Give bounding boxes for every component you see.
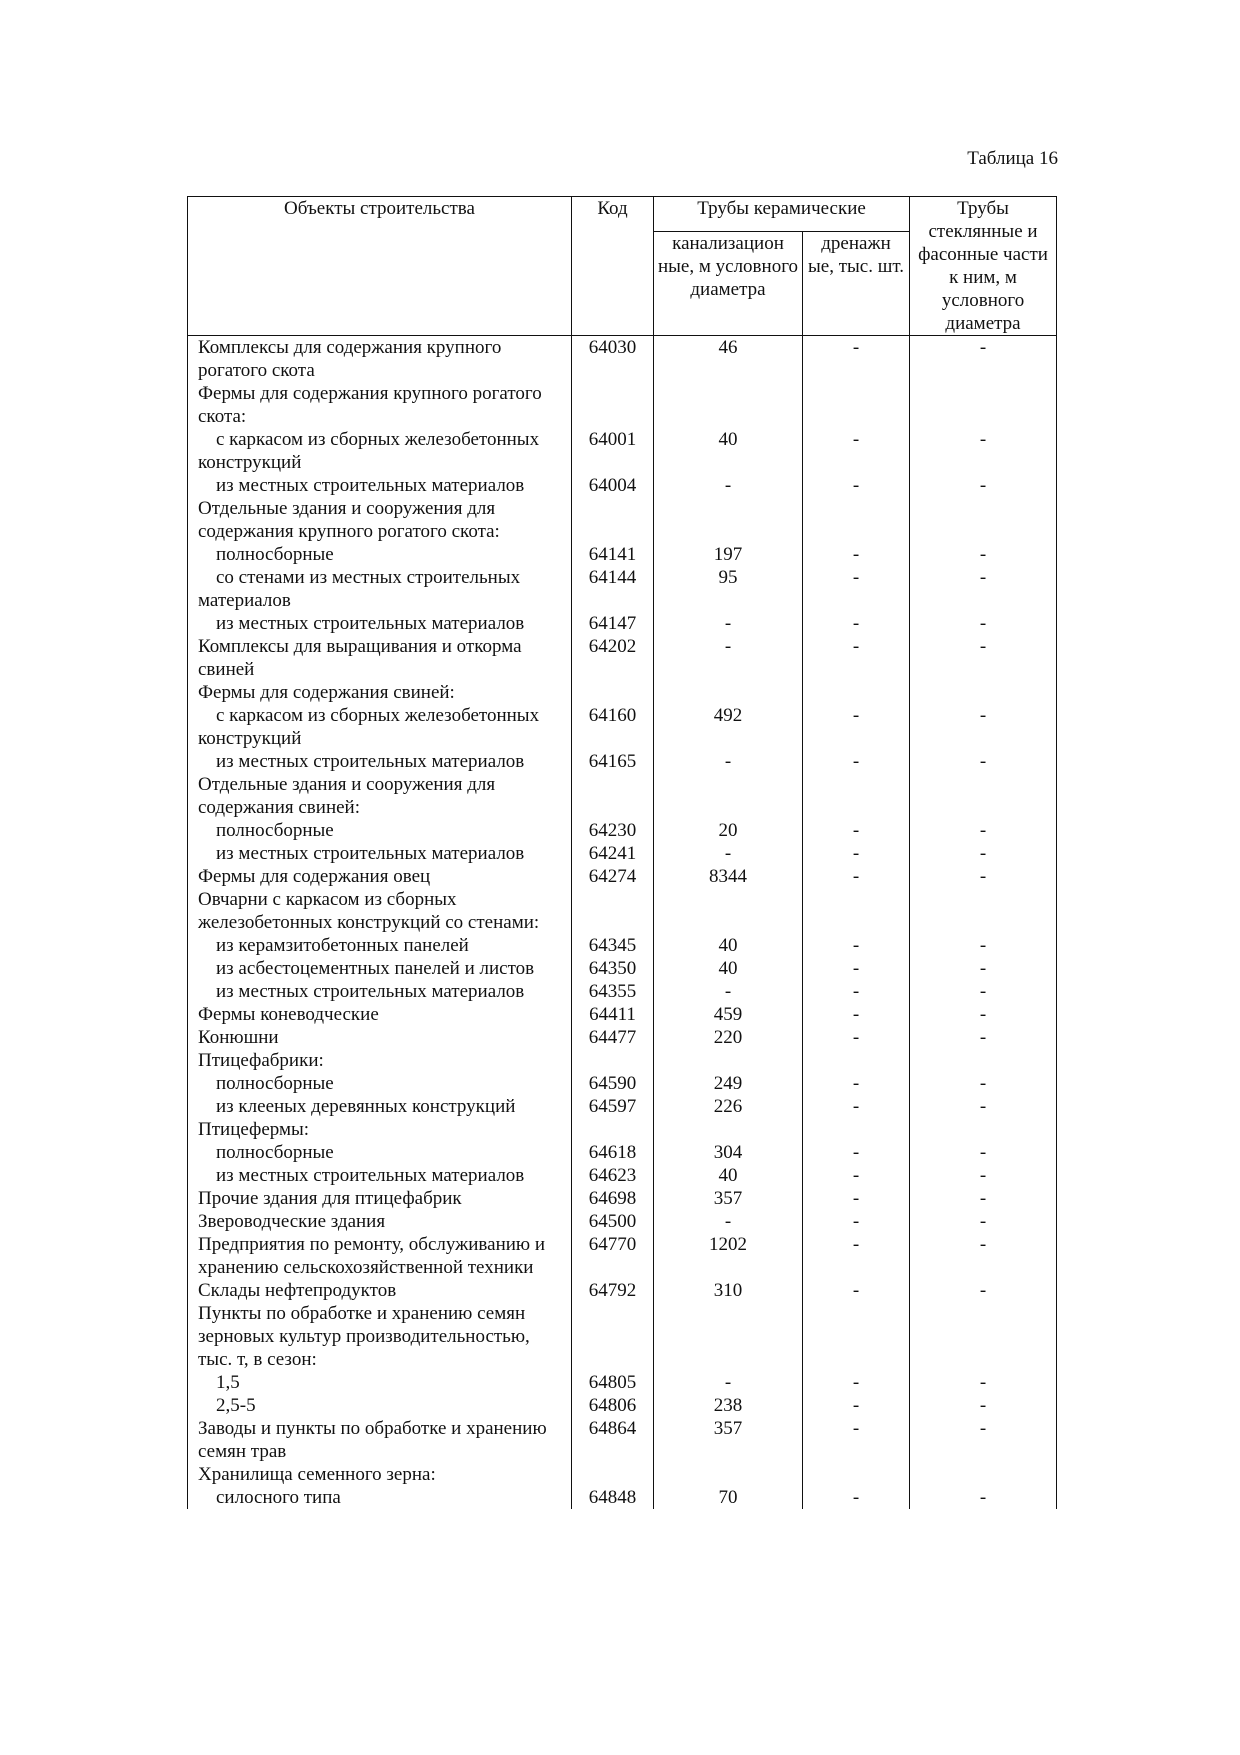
row-code-cell [572, 1302, 654, 1371]
row-glass-cell: - [910, 957, 1057, 980]
data-table [187, 196, 1057, 1509]
row-drain-cell: - [803, 865, 910, 888]
row-glass-cell: - [910, 1417, 1057, 1463]
table-row [188, 1371, 1057, 1394]
table-row [188, 1187, 1057, 1210]
row-glass-cell [910, 888, 1057, 934]
row-sewer-cell: 46 [654, 336, 803, 383]
table-row [188, 1210, 1057, 1233]
row-glass-cell: - [910, 934, 1057, 957]
table-row [188, 888, 1057, 934]
row-drain-cell: - [803, 1279, 910, 1302]
row-sewer-cell [654, 681, 803, 704]
row-name-cell: из местных строительных материалов [188, 474, 572, 497]
row-sewer-cell: 8344 [654, 865, 803, 888]
row-sewer-cell: 238 [654, 1394, 803, 1417]
row-code-cell: 64355 [572, 980, 654, 1003]
row-sewer-cell [654, 1049, 803, 1072]
row-name-cell: Предприятия по ремонту, обслуживанию и хранению сельскохозяйственной техники [188, 1233, 572, 1279]
table-row [188, 497, 1057, 543]
row-drain-cell [803, 497, 910, 543]
row-name-cell: Фермы коневодческие [188, 1003, 572, 1026]
row-drain-cell: - [803, 1003, 910, 1026]
row-glass-cell: - [910, 1233, 1057, 1279]
row-glass-cell: - [910, 635, 1057, 681]
row-name-cell: из клееных деревянных конструкций [188, 1095, 572, 1118]
row-name-cell: из местных строительных материалов [188, 612, 572, 635]
row-glass-cell: - [910, 543, 1057, 566]
table-caption: Таблица 16 [967, 148, 1058, 169]
row-sewer-cell: 20 [654, 819, 803, 842]
row-name-cell: Комплексы для выращивания и откорма свиней [188, 635, 572, 681]
row-code-cell: 64001 [572, 428, 654, 474]
row-sewer-cell: - [654, 1210, 803, 1233]
header-objects: Объекты строительства [188, 197, 572, 336]
row-name-cell: из местных строительных материалов [188, 842, 572, 865]
row-name-cell: Птицефабрики: [188, 1049, 572, 1072]
row-drain-cell: - [803, 1095, 910, 1118]
row-glass-cell [910, 1463, 1057, 1486]
row-sewer-cell: 226 [654, 1095, 803, 1118]
table-row [188, 635, 1057, 681]
row-glass-cell [910, 773, 1057, 819]
row-sewer-cell: 357 [654, 1187, 803, 1210]
row-drain-cell: - [803, 1233, 910, 1279]
row-sewer-cell [654, 773, 803, 819]
row-sewer-cell: 40 [654, 428, 803, 474]
row-sewer-cell: - [654, 842, 803, 865]
row-drain-cell: - [803, 1141, 910, 1164]
row-sewer-cell: 357 [654, 1417, 803, 1463]
row-glass-cell: - [910, 1164, 1057, 1187]
row-code-cell: 64165 [572, 750, 654, 773]
row-code-cell [572, 888, 654, 934]
row-code-cell: 64597 [572, 1095, 654, 1118]
row-glass-cell: - [910, 750, 1057, 773]
row-glass-cell: - [910, 1072, 1057, 1095]
row-drain-cell: - [803, 1164, 910, 1187]
row-sewer-cell [654, 1463, 803, 1486]
row-code-cell: 64806 [572, 1394, 654, 1417]
row-glass-cell: - [910, 1026, 1057, 1049]
row-sewer-cell: - [654, 980, 803, 1003]
row-drain-cell: - [803, 1072, 910, 1095]
row-drain-cell: - [803, 1486, 910, 1509]
row-glass-cell: - [910, 842, 1057, 865]
row-name-cell: из местных строительных материалов [188, 750, 572, 773]
row-name-cell: 2,5-5 [188, 1394, 572, 1417]
row-glass-cell: - [910, 1187, 1057, 1210]
row-code-cell [572, 382, 654, 428]
row-drain-cell: - [803, 980, 910, 1003]
row-glass-cell: - [910, 336, 1057, 383]
row-name-cell: Фермы для содержания свиней: [188, 681, 572, 704]
row-drain-cell: - [803, 1026, 910, 1049]
table-row [188, 980, 1057, 1003]
table-body [188, 336, 1057, 1510]
table-row [188, 382, 1057, 428]
row-sewer-cell: - [654, 750, 803, 773]
table-row [188, 865, 1057, 888]
table-row [188, 1049, 1057, 1072]
table-row [188, 1141, 1057, 1164]
row-sewer-cell: 459 [654, 1003, 803, 1026]
table-row [188, 1095, 1057, 1118]
row-glass-cell: - [910, 566, 1057, 612]
row-name-cell: Конюшни [188, 1026, 572, 1049]
row-sewer-cell [654, 1118, 803, 1141]
row-name-cell: с каркасом из сборных железобетонных конструкций [188, 428, 572, 474]
table-row [188, 1118, 1057, 1141]
table-row [188, 773, 1057, 819]
row-glass-cell: - [910, 1003, 1057, 1026]
row-drain-cell: - [803, 704, 910, 750]
row-code-cell: 64848 [572, 1486, 654, 1509]
row-drain-cell: - [803, 957, 910, 980]
row-name-cell: Отдельные здания и сооружения для содержания крупного рогатого скота: [188, 497, 572, 543]
table-row [188, 681, 1057, 704]
row-drain-cell [803, 681, 910, 704]
row-sewer-cell: 40 [654, 957, 803, 980]
row-drain-cell: - [803, 750, 910, 773]
row-sewer-cell [654, 888, 803, 934]
row-code-cell: 64411 [572, 1003, 654, 1026]
row-code-cell: 64241 [572, 842, 654, 865]
row-glass-cell: - [910, 1279, 1057, 1302]
row-drain-cell [803, 382, 910, 428]
row-drain-cell [803, 1463, 910, 1486]
row-glass-cell: - [910, 704, 1057, 750]
row-code-cell: 64345 [572, 934, 654, 957]
row-glass-cell: - [910, 1486, 1057, 1509]
row-name-cell: из местных строительных материалов [188, 980, 572, 1003]
row-drain-cell: - [803, 474, 910, 497]
row-glass-cell: - [910, 1095, 1057, 1118]
header-drain-pipes: дренажн ые, тыс. шт. [803, 232, 910, 336]
row-code-cell: 64350 [572, 957, 654, 980]
row-drain-cell: - [803, 1210, 910, 1233]
row-code-cell [572, 681, 654, 704]
table-row [188, 612, 1057, 635]
row-code-cell [572, 1049, 654, 1072]
row-code-cell [572, 1118, 654, 1141]
row-code-cell: 64698 [572, 1187, 654, 1210]
row-sewer-cell: - [654, 612, 803, 635]
row-name-cell: Овчарни с каркасом из сборных железобетонных конструкций со стенами: [188, 888, 572, 934]
table-row [188, 819, 1057, 842]
row-code-cell [572, 1463, 654, 1486]
row-sewer-cell: 40 [654, 934, 803, 957]
row-name-cell: Склады нефтепродуктов [188, 1279, 572, 1302]
row-code-cell: 64792 [572, 1279, 654, 1302]
row-sewer-cell [654, 497, 803, 543]
row-drain-cell: - [803, 1417, 910, 1463]
row-glass-cell [910, 382, 1057, 428]
row-name-cell: из керамзитобетонных панелей [188, 934, 572, 957]
table-row [188, 1279, 1057, 1302]
row-name-cell: Комплексы для содержания крупного рогатого скота [188, 336, 572, 383]
table-row [188, 750, 1057, 773]
row-glass-cell: - [910, 428, 1057, 474]
row-name-cell: полносборные [188, 819, 572, 842]
row-glass-cell: - [910, 865, 1057, 888]
row-sewer-cell: - [654, 474, 803, 497]
row-drain-cell: - [803, 842, 910, 865]
header-ceramic-pipes: Трубы керамические [654, 197, 910, 232]
row-code-cell: 64590 [572, 1072, 654, 1095]
row-code-cell: 64230 [572, 819, 654, 842]
table-row [188, 474, 1057, 497]
row-glass-cell [910, 1302, 1057, 1371]
row-sewer-cell: 40 [654, 1164, 803, 1187]
row-code-cell: 64030 [572, 336, 654, 383]
row-glass-cell [910, 681, 1057, 704]
row-sewer-cell: - [654, 635, 803, 681]
table-row [188, 336, 1057, 383]
row-name-cell: полносборные [188, 1141, 572, 1164]
row-name-cell: полносборные [188, 1072, 572, 1095]
row-drain-cell [803, 888, 910, 934]
row-drain-cell: - [803, 612, 910, 635]
row-drain-cell: - [803, 336, 910, 383]
table-row [188, 1486, 1057, 1509]
row-sewer-cell [654, 382, 803, 428]
row-code-cell [572, 497, 654, 543]
row-drain-cell: - [803, 1371, 910, 1394]
row-code-cell: 64500 [572, 1210, 654, 1233]
row-name-cell: Заводы и пункты по обработке и хранению семян трав [188, 1417, 572, 1463]
row-sewer-cell: 220 [654, 1026, 803, 1049]
table-row [188, 566, 1057, 612]
row-drain-cell: - [803, 543, 910, 566]
row-sewer-cell: 492 [654, 704, 803, 750]
table-row [188, 1417, 1057, 1463]
row-sewer-cell: 1202 [654, 1233, 803, 1279]
header-sewer-pipes: канализацион ные, м условного диаметра [654, 232, 803, 336]
row-name-cell: из асбестоцементных панелей и листов [188, 957, 572, 980]
row-glass-cell: - [910, 474, 1057, 497]
row-drain-cell: - [803, 635, 910, 681]
table-row [188, 1072, 1057, 1095]
table-row [188, 543, 1057, 566]
row-name-cell: с каркасом из сборных железобетонных конструкций [188, 704, 572, 750]
row-sewer-cell: 197 [654, 543, 803, 566]
row-sewer-cell: 304 [654, 1141, 803, 1164]
table-row [188, 704, 1057, 750]
row-sewer-cell: 249 [654, 1072, 803, 1095]
row-code-cell [572, 773, 654, 819]
row-name-cell: Звероводческие здания [188, 1210, 572, 1233]
table-row [188, 1233, 1057, 1279]
row-glass-cell: - [910, 819, 1057, 842]
table-row [188, 1164, 1057, 1187]
row-sewer-cell: 310 [654, 1279, 803, 1302]
table-row [188, 957, 1057, 980]
row-drain-cell: - [803, 1394, 910, 1417]
row-name-cell: Отдельные здания и сооружения для содержания свиней: [188, 773, 572, 819]
row-name-cell: Пункты по обработке и хранению семян зерновых культур производительностью, тыс. т, в сезон: [188, 1302, 572, 1371]
row-code-cell: 64864 [572, 1417, 654, 1463]
row-drain-cell [803, 1049, 910, 1072]
header-glass-pipes: Трубы стеклянные и фасонные части к ним, м условного диаметра [910, 197, 1057, 336]
row-glass-cell [910, 497, 1057, 543]
row-drain-cell: - [803, 1187, 910, 1210]
row-drain-cell: - [803, 934, 910, 957]
row-drain-cell: - [803, 819, 910, 842]
row-code-cell: 64770 [572, 1233, 654, 1279]
row-glass-cell: - [910, 980, 1057, 1003]
row-name-cell: Прочие здания для птицефабрик [188, 1187, 572, 1210]
row-name-cell: Фермы для содержания крупного рогатого скота: [188, 382, 572, 428]
row-glass-cell: - [910, 612, 1057, 635]
row-drain-cell [803, 1118, 910, 1141]
row-code-cell: 64141 [572, 543, 654, 566]
row-sewer-cell: - [654, 1371, 803, 1394]
row-glass-cell: - [910, 1394, 1057, 1417]
row-code-cell: 64004 [572, 474, 654, 497]
table-row [188, 1302, 1057, 1371]
row-code-cell: 64202 [572, 635, 654, 681]
table-row [188, 842, 1057, 865]
row-name-cell: Фермы для содержания овец [188, 865, 572, 888]
table-row [188, 1026, 1057, 1049]
table-row [188, 428, 1057, 474]
row-name-cell: 1,5 [188, 1371, 572, 1394]
row-name-cell: Птицефермы: [188, 1118, 572, 1141]
table-row [188, 1463, 1057, 1486]
row-sewer-cell: 95 [654, 566, 803, 612]
row-code-cell: 64618 [572, 1141, 654, 1164]
table-row [188, 1394, 1057, 1417]
header-code: Код [572, 197, 654, 336]
table-row [188, 1003, 1057, 1026]
row-drain-cell: - [803, 566, 910, 612]
row-code-cell: 64805 [572, 1371, 654, 1394]
row-name-cell: Хранилища семенного зерна: [188, 1463, 572, 1486]
row-glass-cell [910, 1049, 1057, 1072]
row-drain-cell: - [803, 428, 910, 474]
row-glass-cell: - [910, 1210, 1057, 1233]
row-glass-cell: - [910, 1141, 1057, 1164]
row-glass-cell [910, 1118, 1057, 1141]
row-drain-cell [803, 773, 910, 819]
row-name-cell: из местных строительных материалов [188, 1164, 572, 1187]
row-code-cell: 64144 [572, 566, 654, 612]
row-name-cell: со стенами из местных строительных материалов [188, 566, 572, 612]
row-code-cell: 64477 [572, 1026, 654, 1049]
row-code-cell: 64147 [572, 612, 654, 635]
table-row [188, 934, 1057, 957]
row-code-cell: 64623 [572, 1164, 654, 1187]
row-glass-cell: - [910, 1371, 1057, 1394]
row-drain-cell [803, 1302, 910, 1371]
row-code-cell: 64274 [572, 865, 654, 888]
row-code-cell: 64160 [572, 704, 654, 750]
row-sewer-cell: 70 [654, 1486, 803, 1509]
row-sewer-cell [654, 1302, 803, 1371]
row-name-cell: полносборные [188, 543, 572, 566]
row-name-cell: силосного типа [188, 1486, 572, 1509]
